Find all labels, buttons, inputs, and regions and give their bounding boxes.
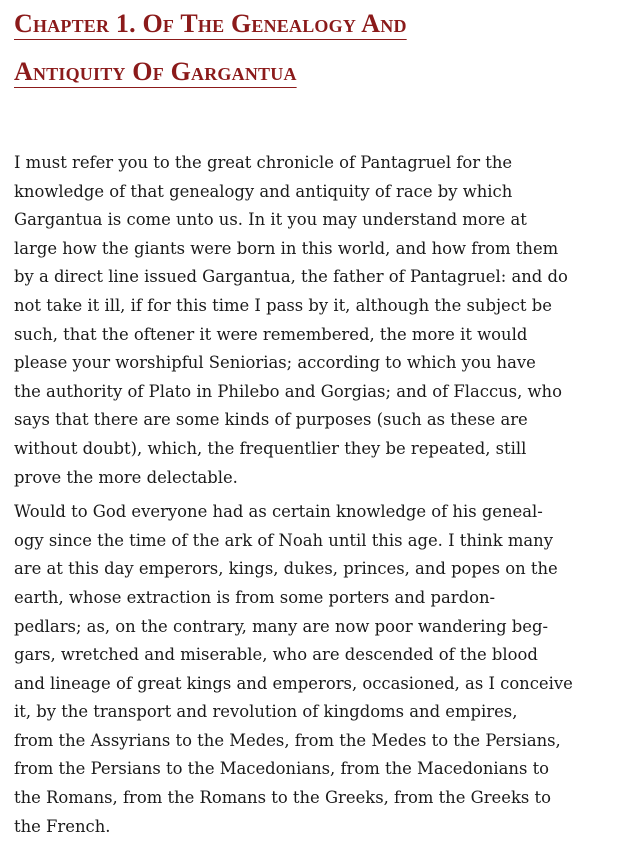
paragraph-line: gars, wretched and miserable, who are descended of the blood xyxy=(14,645,538,665)
paragraph-2 xyxy=(14,498,574,841)
paragraph-line: it, by the transport and revolution of kingdoms and empires, xyxy=(14,702,518,722)
paragraph-line: the Romans, from the Romans to the Greeks, from the Greeks to xyxy=(14,788,551,808)
paragraph-line: large how the giants were born in this world, and how from them xyxy=(14,238,559,258)
paragraph-line: and lineage of great kings and emperors, occasioned, as I conceive xyxy=(14,673,573,693)
paragraph-line: such, that the oftener it were remembered, the more it would xyxy=(14,324,528,344)
paragraph-line: from the Persians to the Macedonians, from the Macedonians to xyxy=(14,759,550,779)
paragraph-line: are at this day emperors, kings, dukes, princes, and popes on the xyxy=(14,559,558,579)
paragraph-1 xyxy=(14,149,574,492)
paragraph-line: without doubt), which, the frequentlier they be repeated, still xyxy=(14,438,527,458)
paragraph-line: pedlars; as, on the contrary, many are now poor wandering beg- xyxy=(14,616,549,636)
paragraph-line: by a direct line issued Gargantua, the father of Pantagruel: and do xyxy=(14,267,568,287)
document-page xyxy=(14,0,574,841)
chapter-title xyxy=(14,0,574,96)
paragraph-line: Gargantua is come unto us. In it you may understand more at xyxy=(14,210,527,230)
chapter-title-line-2: Antiquity Of Gargantua xyxy=(14,57,297,86)
paragraph-line: not take it ill, if for this time I pass by it, although the subject be xyxy=(14,295,552,315)
paragraph-line: from the Assyrians to the Medes, from the Medes to the Persians, xyxy=(14,730,561,750)
paragraph-line: prove the more delectable. xyxy=(14,467,238,487)
chapter-title-line-1: Chapter 1. Of The Genealogy And xyxy=(14,9,407,38)
paragraph-line: the authority of Plato in Philebo and Gorgias; and of Flaccus, who xyxy=(14,381,562,401)
paragraph-line: knowledge of that genealogy and antiquity of race by which xyxy=(14,181,513,201)
paragraph-line: the French. xyxy=(14,816,111,836)
paragraph-line: earth, whose extraction is from some porters and pardon- xyxy=(14,587,496,607)
paragraph-line: says that there are some kinds of purposes (such as these are xyxy=(14,410,528,430)
paragraph-line: Would to God everyone had as certain knowledge of his geneal- xyxy=(14,502,543,522)
paragraph-line: please your worshipful Seniorias; according to which you have xyxy=(14,353,536,373)
paragraph-line: I must refer you to the great chronicle of Pantagruel for the xyxy=(14,153,513,172)
paragraph-line: ogy since the time of the ark of Noah until this age. I think many xyxy=(14,530,553,550)
